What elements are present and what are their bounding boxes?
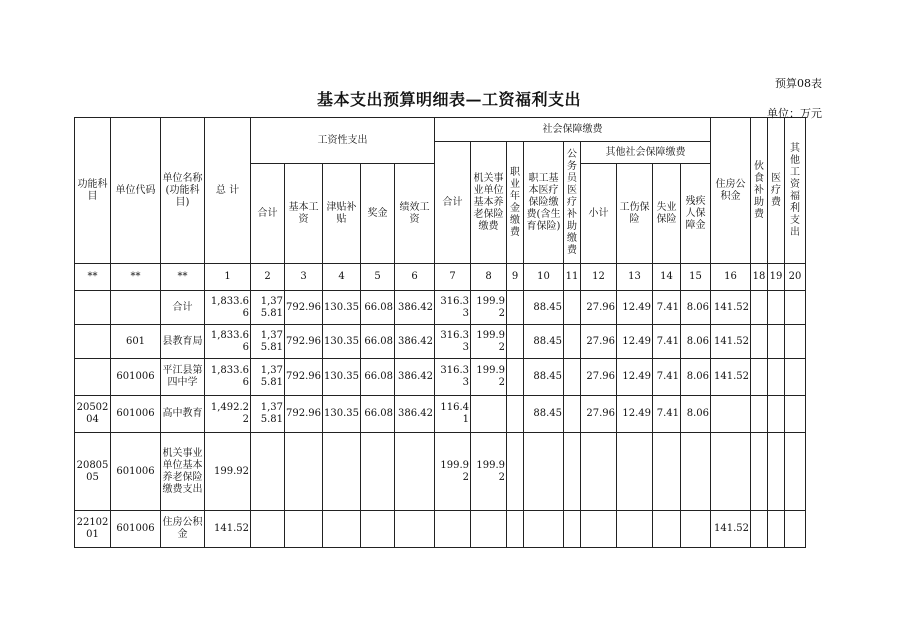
unit-code-cell — [111, 291, 161, 325]
header-meal: 伙食补助费 — [751, 118, 768, 264]
value-cell: 12.49 — [617, 325, 653, 359]
value-cell — [653, 511, 681, 548]
value-cell: 141.52 — [711, 291, 751, 325]
index-cell: 2 — [251, 264, 285, 291]
value-cell: 1,833.66 — [205, 291, 251, 325]
value-cell: 316.33 — [435, 325, 471, 359]
value-cell: 8.06 — [681, 325, 711, 359]
value-cell — [361, 433, 395, 511]
header-civil-medical: 公务员医疗补助缴费 — [564, 142, 581, 264]
unit-name-cell: 平江县第四中学 — [161, 359, 205, 396]
value-cell — [711, 396, 751, 433]
value-cell: 1,375.81 — [251, 396, 285, 433]
index-cell: 9 — [507, 264, 524, 291]
value-cell — [471, 511, 507, 548]
header-func-code: 功能科目 — [75, 118, 111, 264]
value-cell — [681, 433, 711, 511]
header-allowance: 津贴补贴 — [323, 164, 361, 264]
table-row — [75, 291, 806, 325]
value-cell: 141.52 — [711, 325, 751, 359]
value-cell — [564, 433, 581, 511]
value-cell: 316.33 — [435, 359, 471, 396]
value-cell: 316.33 — [435, 291, 471, 325]
value-cell: 141.52 — [711, 359, 751, 396]
header-salary-total: 合计 — [251, 164, 285, 264]
value-cell — [768, 359, 785, 396]
value-cell: 66.08 — [361, 291, 395, 325]
value-cell — [768, 291, 785, 325]
value-cell: 199.92 — [471, 291, 507, 325]
data-rows — [75, 291, 806, 548]
value-cell: 27.96 — [581, 325, 617, 359]
value-cell — [768, 396, 785, 433]
value-cell — [395, 511, 435, 548]
value-cell: 386.42 — [395, 325, 435, 359]
value-cell — [785, 325, 806, 359]
table-row — [75, 325, 806, 359]
index-cell: 6 — [395, 264, 435, 291]
value-cell: 199.92 — [471, 325, 507, 359]
value-cell — [681, 511, 711, 548]
unit-name-cell: 机关事业单位基本养老保险缴费支出 — [161, 433, 205, 511]
value-cell: 792.96 — [285, 359, 323, 396]
value-cell — [751, 511, 768, 548]
value-cell: 27.96 — [581, 291, 617, 325]
table-row — [75, 511, 806, 548]
value-cell: 88.45 — [524, 325, 564, 359]
value-cell: 88.45 — [524, 291, 564, 325]
value-cell: 8.06 — [681, 396, 711, 433]
value-cell — [751, 359, 768, 396]
value-cell — [507, 291, 524, 325]
value-cell — [471, 396, 507, 433]
index-cell: ** — [111, 264, 161, 291]
header-other-social-group: 其他社会保障缴费 — [581, 142, 711, 164]
value-cell — [653, 433, 681, 511]
value-cell: 199.92 — [471, 359, 507, 396]
header-housing: 住房公积金 — [711, 118, 751, 264]
unit-name-cell: 住房公积金 — [161, 511, 205, 548]
value-cell: 130.35 — [323, 359, 361, 396]
value-cell: 199.92 — [471, 433, 507, 511]
value-cell: 1,833.66 — [205, 359, 251, 396]
value-cell: 12.49 — [617, 359, 653, 396]
value-cell — [361, 511, 395, 548]
value-cell: 8.06 — [681, 291, 711, 325]
index-cell: 10 — [524, 264, 564, 291]
value-cell — [251, 511, 285, 548]
header-social-total: 合计 — [435, 142, 471, 264]
value-cell: 1,833.66 — [205, 325, 251, 359]
table-row — [75, 433, 806, 511]
header-unit-code: 单位代码 — [111, 118, 161, 264]
header-total: 总 计 — [205, 118, 251, 264]
unit-code-cell: 601 — [111, 325, 161, 359]
header-bonus: 奖金 — [361, 164, 395, 264]
index-cell: 20 — [785, 264, 806, 291]
func-code-cell: 2210201 — [75, 511, 111, 548]
index-cell: 16 — [711, 264, 751, 291]
value-cell: 386.42 — [395, 359, 435, 396]
value-cell: 130.35 — [323, 291, 361, 325]
value-cell — [507, 433, 524, 511]
index-cell: 12 — [581, 264, 617, 291]
value-cell — [507, 511, 524, 548]
value-cell: 792.96 — [285, 291, 323, 325]
index-cell: 19 — [768, 264, 785, 291]
value-cell — [751, 325, 768, 359]
value-cell: 27.96 — [581, 396, 617, 433]
header-unit-name: 单位名称(功能科目) — [161, 118, 205, 264]
index-cell: 4 — [323, 264, 361, 291]
value-cell — [617, 511, 653, 548]
value-cell: 1,375.81 — [251, 359, 285, 396]
value-cell — [785, 433, 806, 511]
value-cell — [785, 511, 806, 548]
index-cell: 11 — [564, 264, 581, 291]
unit-name-cell: 县教育局 — [161, 325, 205, 359]
header-medical: 职工基本医疗保险缴费(含生育保险) — [524, 142, 564, 264]
value-cell — [564, 359, 581, 396]
func-code-cell: 2050204 — [75, 396, 111, 433]
value-cell — [768, 433, 785, 511]
value-cell — [507, 396, 524, 433]
value-cell: 7.41 — [653, 396, 681, 433]
unit-name-cell: 高中教育 — [161, 396, 205, 433]
value-cell: 7.41 — [653, 291, 681, 325]
value-cell — [395, 433, 435, 511]
value-cell: 199.92 — [435, 433, 471, 511]
value-cell — [564, 396, 581, 433]
value-cell: 88.45 — [524, 359, 564, 396]
value-cell — [251, 433, 285, 511]
unit-code-cell: 601006 — [111, 396, 161, 433]
value-cell — [524, 433, 564, 511]
value-cell: 116.41 — [435, 396, 471, 433]
value-cell: 386.42 — [395, 291, 435, 325]
value-cell: 12.49 — [617, 396, 653, 433]
value-cell: 141.52 — [711, 511, 751, 548]
unit-code-cell: 601006 — [111, 359, 161, 396]
header-perf-salary: 绩效工资 — [395, 164, 435, 264]
value-cell: 130.35 — [323, 396, 361, 433]
value-cell: 88.45 — [524, 396, 564, 433]
value-cell: 7.41 — [653, 359, 681, 396]
index-cell: 3 — [285, 264, 323, 291]
value-cell — [507, 325, 524, 359]
value-cell — [751, 433, 768, 511]
header-disability: 残疾人保障金 — [681, 164, 711, 264]
value-cell: 386.42 — [395, 396, 435, 433]
value-cell: 1,492.22 — [205, 396, 251, 433]
header-social-group: 社会保障缴费 — [435, 118, 711, 142]
unit-label: 单位：万元 — [767, 107, 822, 120]
unit-code-cell: 601006 — [111, 433, 161, 511]
value-cell — [768, 511, 785, 548]
index-cell: 7 — [435, 264, 471, 291]
value-cell — [507, 359, 524, 396]
value-cell — [564, 291, 581, 325]
value-cell — [323, 511, 361, 548]
index-cell: 1 — [205, 264, 251, 291]
func-code-cell — [75, 359, 111, 396]
index-cell: 13 — [617, 264, 653, 291]
value-cell — [524, 511, 564, 548]
value-cell: 1,375.81 — [251, 291, 285, 325]
func-code-cell — [75, 325, 111, 359]
value-cell — [323, 433, 361, 511]
func-code-cell — [75, 291, 111, 325]
value-cell — [285, 433, 323, 511]
value-cell — [581, 433, 617, 511]
index-cell: ** — [161, 264, 205, 291]
header-unemployment: 失业保险 — [653, 164, 681, 264]
value-cell — [751, 396, 768, 433]
value-cell — [581, 511, 617, 548]
header-other-welfare: 其他工资福利支出 — [785, 118, 806, 264]
value-cell: 1,375.81 — [251, 325, 285, 359]
header-pension: 机关事业单位基本养老保险缴费 — [471, 142, 507, 264]
value-cell: 141.52 — [205, 511, 251, 548]
header-annuity: 职业年金缴费 — [507, 142, 524, 264]
value-cell: 7.41 — [653, 325, 681, 359]
value-cell — [785, 396, 806, 433]
value-cell — [768, 325, 785, 359]
value-cell: 27.96 — [581, 359, 617, 396]
value-cell: 66.08 — [361, 396, 395, 433]
value-cell — [285, 511, 323, 548]
page-title: 基本支出预算明细表—工资福利支出 — [316, 90, 581, 109]
table-number-label: 预算08表 — [775, 77, 822, 90]
index-cell: 8 — [471, 264, 507, 291]
index-cell: 14 — [653, 264, 681, 291]
value-cell — [564, 325, 581, 359]
value-cell: 792.96 — [285, 396, 323, 433]
budget-table — [74, 117, 806, 548]
value-cell — [751, 291, 768, 325]
header-medical-fee: 医疗费 — [768, 118, 785, 264]
header-injury: 工伤保险 — [617, 164, 653, 264]
value-cell — [711, 433, 751, 511]
index-row — [75, 264, 806, 291]
value-cell: 8.06 — [681, 359, 711, 396]
header-other-subtotal: 小计 — [581, 164, 617, 264]
index-cell: 15 — [681, 264, 711, 291]
value-cell — [785, 359, 806, 396]
index-cell: ** — [75, 264, 111, 291]
value-cell — [435, 511, 471, 548]
index-cell: 5 — [361, 264, 395, 291]
value-cell — [564, 511, 581, 548]
value-cell: 130.35 — [323, 325, 361, 359]
header-salary-group: 工资性支出 — [251, 118, 435, 164]
value-cell: 66.08 — [361, 359, 395, 396]
header-basic-salary: 基本工资 — [285, 164, 323, 264]
value-cell — [785, 291, 806, 325]
index-cell: 18 — [751, 264, 768, 291]
table-row — [75, 359, 806, 396]
value-cell — [617, 433, 653, 511]
value-cell: 792.96 — [285, 325, 323, 359]
unit-code-cell: 601006 — [111, 511, 161, 548]
unit-name-cell: 合计 — [161, 291, 205, 325]
value-cell: 66.08 — [361, 325, 395, 359]
func-code-cell: 2080505 — [75, 433, 111, 511]
value-cell: 12.49 — [617, 291, 653, 325]
value-cell: 199.92 — [205, 433, 251, 511]
table-row — [75, 396, 806, 433]
